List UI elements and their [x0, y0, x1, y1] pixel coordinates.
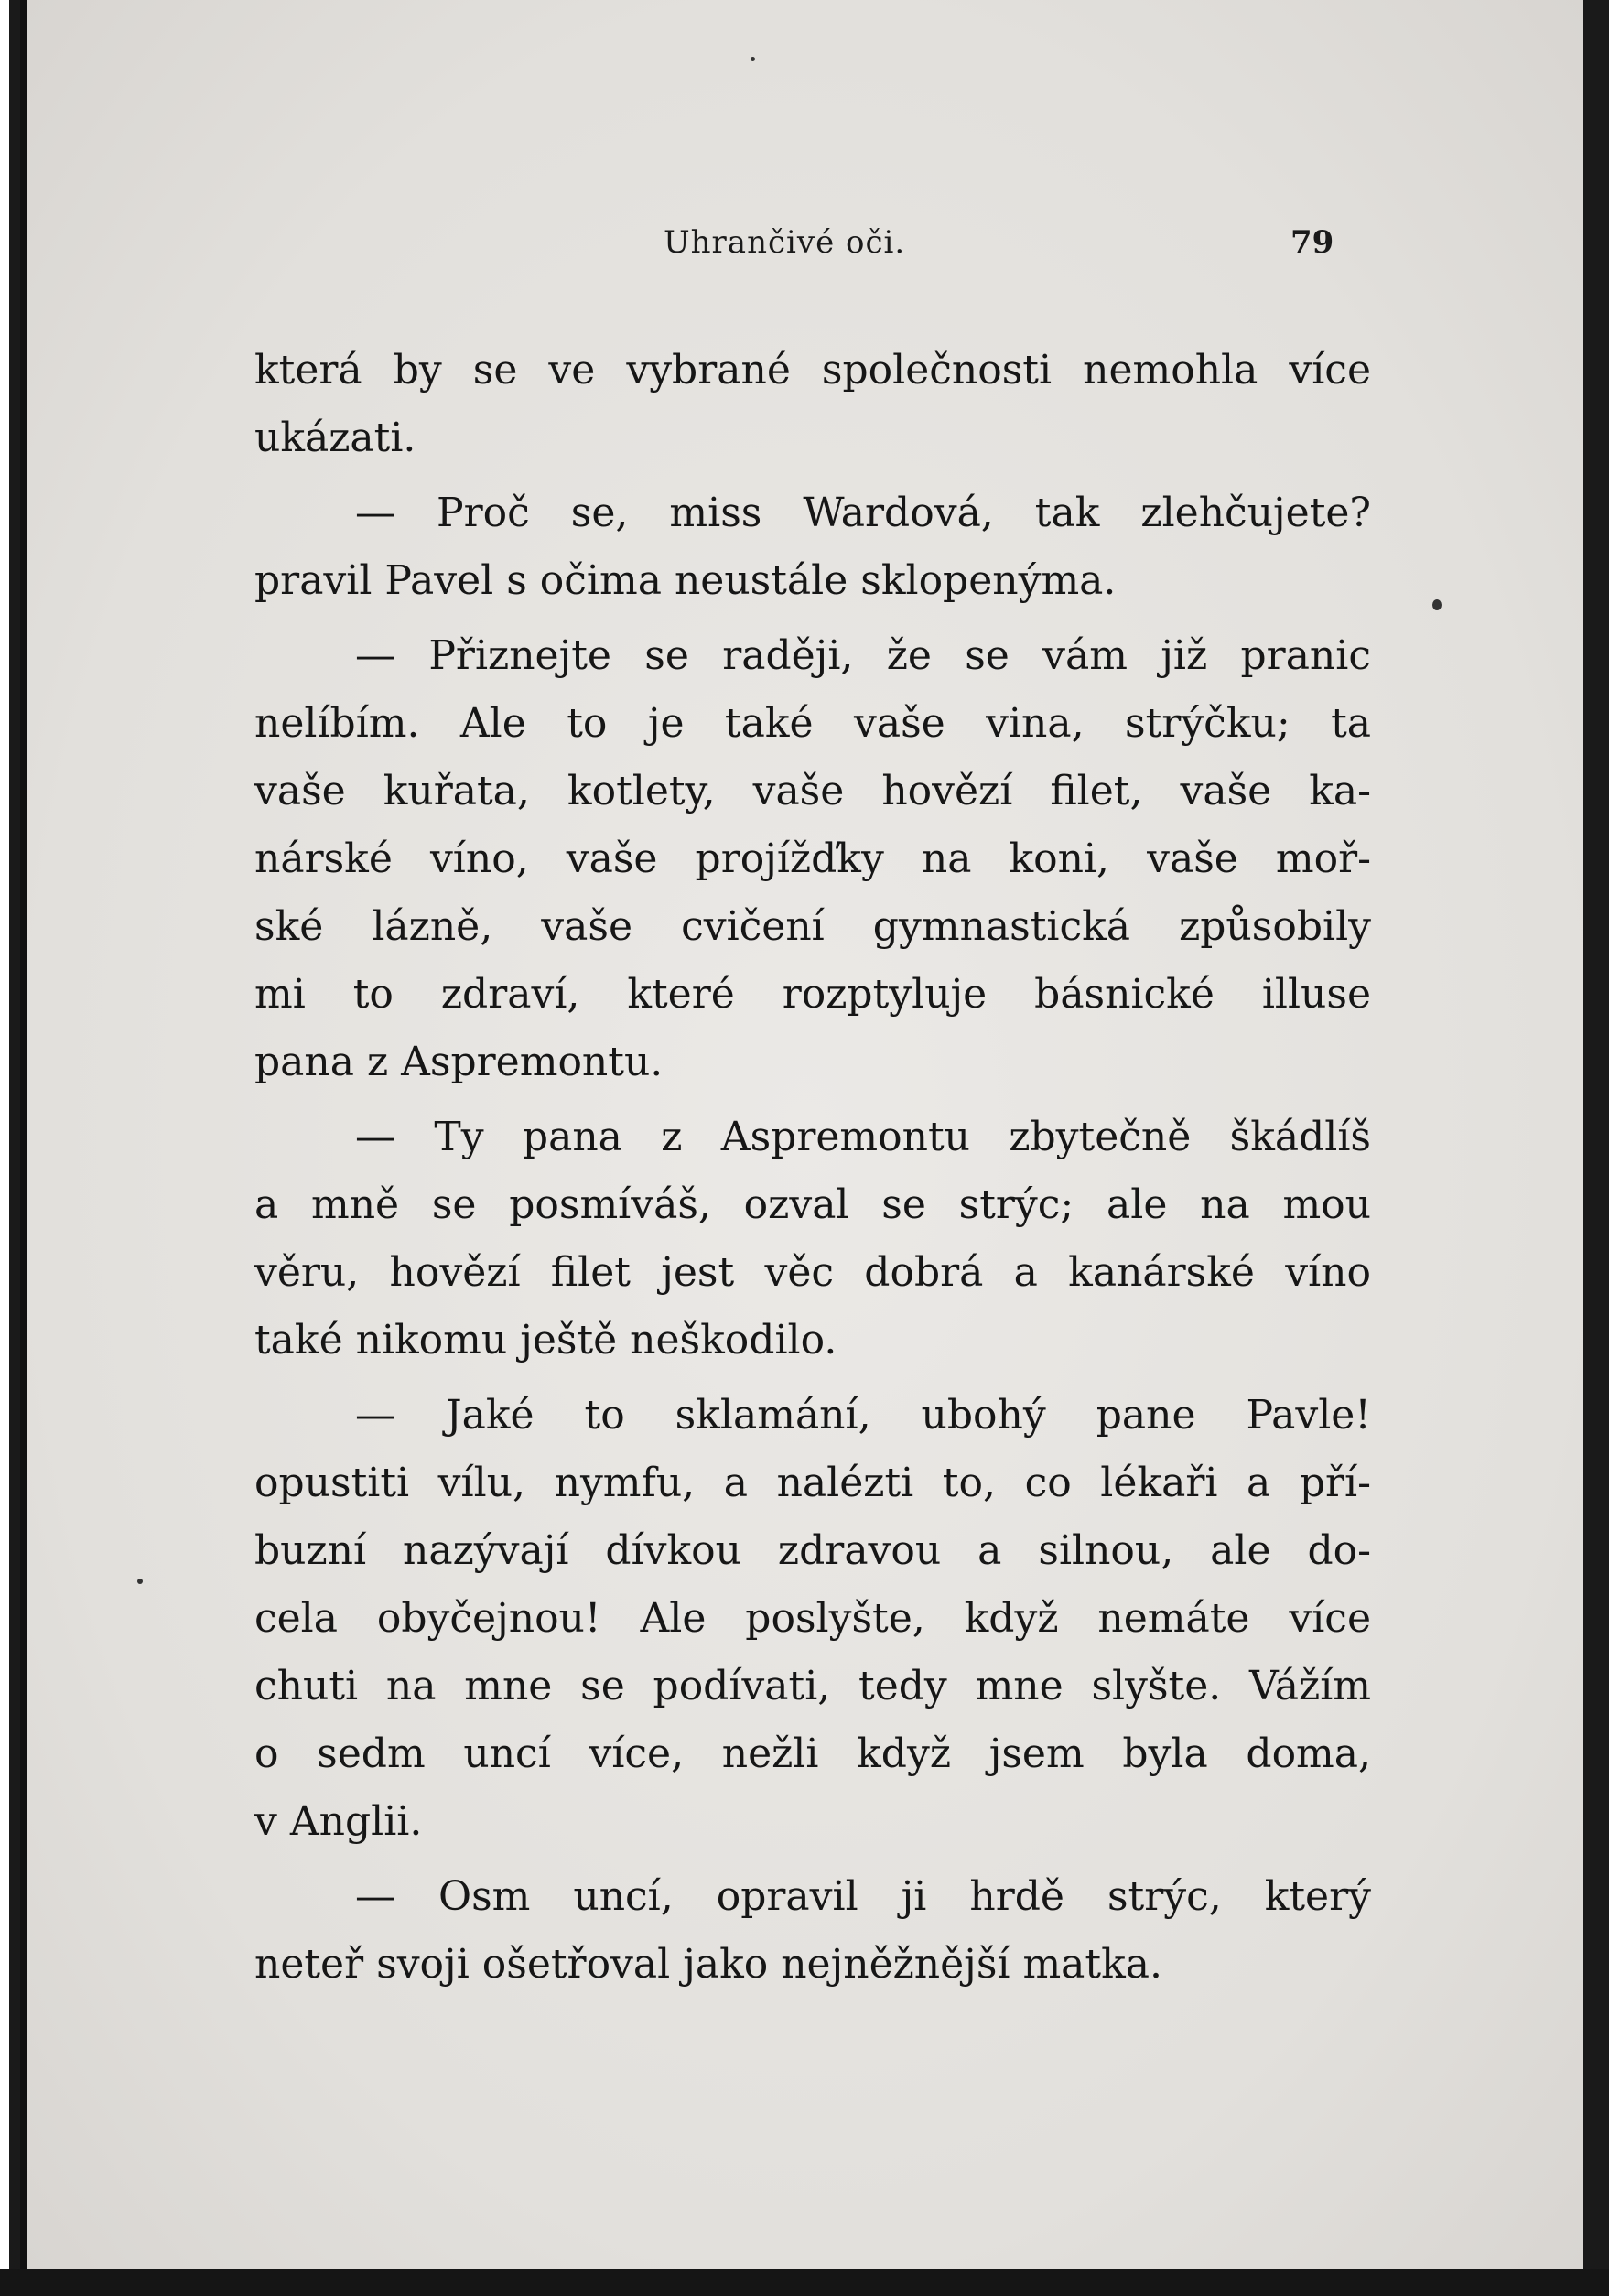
text-line: chuti na mne se podívati, tedy mne slyšte. Vážím — [254, 1663, 1371, 1709]
book-page — [27, 0, 1583, 2269]
text-line: opustiti vílu, nymfu, a nalézti to, co lékaři a pří- — [254, 1460, 1371, 1506]
paragraph — [254, 1382, 1371, 1856]
print-speck — [137, 1579, 143, 1584]
text-line: nárské víno, vaše projížďky na koni, vaše moř- — [254, 835, 1371, 882]
print-speck — [1432, 599, 1442, 610]
text-line: — Ty pana z Aspremontu zbytečně škádlíš — [355, 1114, 1371, 1160]
text-line: buzní nazývají dívkou zdravou a silnou, ale do- — [254, 1527, 1371, 1574]
paragraph — [254, 337, 1371, 472]
text-line: neteř svoji ošetřoval jako nejněžnější matka. — [254, 1941, 1162, 1988]
text-line: a mně se posmíváš, ozval se strýc; ale na mou — [254, 1181, 1371, 1228]
text-line: pravil Pavel s očima neustále sklopenýma. — [254, 557, 1117, 604]
text-line: pana z Aspremontu. — [254, 1039, 664, 1085]
paragraph — [254, 1104, 1371, 1374]
page-number: 79 — [1290, 224, 1334, 261]
text-line: cela obyčejnou! Ale poslyšte, když nemáte více — [254, 1595, 1371, 1642]
text-line: která by se ve vybrané společnosti nemohla více — [254, 347, 1371, 393]
text-line: — Přiznejte se raději, že se vám již pranic — [355, 632, 1371, 679]
paragraph — [254, 480, 1371, 615]
running-title: Uhrančivé oči. — [664, 224, 906, 261]
body-text — [254, 337, 1371, 1999]
text-line: také nikomu ještě neškodilo. — [254, 1317, 837, 1364]
page-edge — [0, 0, 9, 2296]
paragraph — [254, 1863, 1371, 1999]
page-bottom-edge — [0, 2269, 1609, 2296]
text-line: ské lázně, vaše cvičení gymnastická způsobily — [254, 903, 1371, 950]
running-head — [27, 224, 1583, 279]
text-line: — Osm uncí, opravil ji hrdě strýc, který — [355, 1873, 1371, 1920]
text-line: — Proč se, miss Wardová, tak zlehčujete? — [355, 490, 1371, 536]
text-line: o sedm uncí více, nežli když jsem byla doma, — [254, 1730, 1371, 1777]
print-speck — [751, 57, 755, 61]
text-line: v Anglii. — [254, 1798, 423, 1845]
text-line: věru, hovězí filet jest věc dobrá a kanárské víno — [254, 1249, 1371, 1296]
text-line: vaše kuřata, kotlety, vaše hovězí filet, vaše ka- — [254, 768, 1371, 814]
text-line: nelíbím. Ale to je také vaše vina, strýčku; ta — [254, 700, 1371, 747]
text-line: — Jaké to sklamání, ubohý pane Pavle! — [355, 1392, 1371, 1439]
text-line: mi to zdraví, které rozptyluje básnické illuse — [254, 971, 1371, 1018]
text-line: ukázati. — [254, 415, 416, 461]
paragraph — [254, 622, 1371, 1096]
binding-edge — [20, 0, 27, 2296]
